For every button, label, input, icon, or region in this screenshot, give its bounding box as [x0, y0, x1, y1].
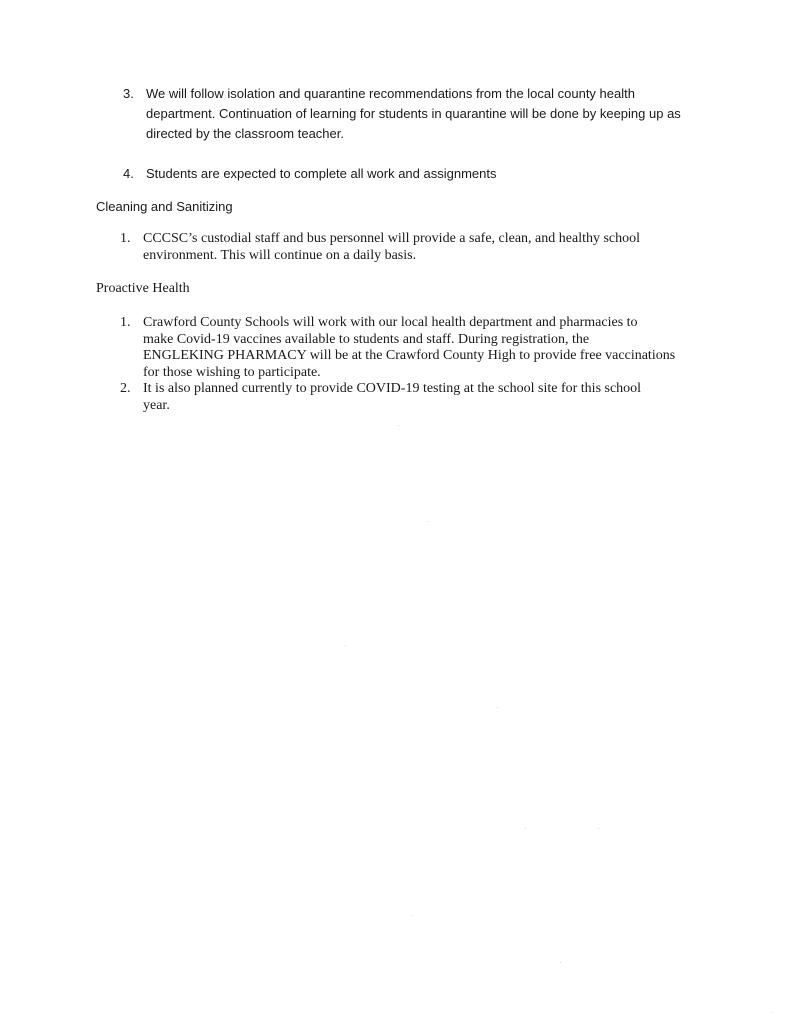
- list-item-isolation-4: [123, 164, 723, 184]
- text-line: CCCSC’s custodial staff and bus personnel will provide a safe, clean, and healthy school: [143, 231, 641, 246]
- scan-speck: [560, 962, 561, 963]
- text-line: department. Continuation of learning for students in quarantine will be done by keeping up as: [146, 106, 681, 121]
- list-item-health-1: [120, 315, 720, 383]
- text-line: for those wishing to participate.: [143, 364, 321, 380]
- text-line: make Covid-19 vaccines available to students and staff. During registration, the: [143, 331, 590, 347]
- list-item-number: 4.: [123, 166, 134, 181]
- text-line: directed by the classroom teacher.: [146, 126, 344, 141]
- scan-speck: [345, 645, 346, 646]
- list-item-text: [146, 164, 496, 184]
- scan-speck: [497, 707, 498, 708]
- text-line: Crawford County Schools will work with our local health department and pharmacies to: [143, 315, 638, 330]
- list-item-text: [143, 381, 641, 414]
- scan-speck: [412, 915, 413, 916]
- list-item-health-2: [120, 381, 720, 415]
- list-item-text: [143, 315, 675, 381]
- list-item-text: [146, 84, 681, 144]
- text-line: It is also planned currently to provide COVID-19 testing at the school site for this school: [143, 381, 642, 396]
- list-item-cleaning-1: [120, 231, 720, 265]
- list-item-number: 1.: [120, 231, 131, 246]
- scan-speck: [427, 521, 428, 522]
- scan-speck: [772, 1012, 773, 1013]
- section-heading-cleaning: Cleaning and Sanitizing: [96, 199, 233, 214]
- text-line: Students are expected to complete all work and assignments: [146, 166, 497, 181]
- scan-speck: [598, 828, 599, 829]
- text-line: year.: [143, 397, 170, 413]
- list-item-text: [143, 231, 640, 264]
- text-line: environment. This will continue on a daily basis.: [143, 247, 417, 263]
- list-item-number: 3.: [123, 86, 134, 101]
- text-line: ENGLEKING PHARMACY will be at the Crawford County High to provide free vaccinations: [143, 348, 676, 363]
- scan-speck: [525, 828, 526, 829]
- text-line: We will follow isolation and quarantine recommendations from the local county health: [146, 86, 635, 101]
- scan-speck: [398, 425, 399, 426]
- list-item-number: 1.: [120, 315, 131, 330]
- list-item-isolation-3: [123, 84, 723, 146]
- list-item-number: 2.: [120, 381, 131, 396]
- section-heading-proactive-health: Proactive Health: [96, 281, 190, 296]
